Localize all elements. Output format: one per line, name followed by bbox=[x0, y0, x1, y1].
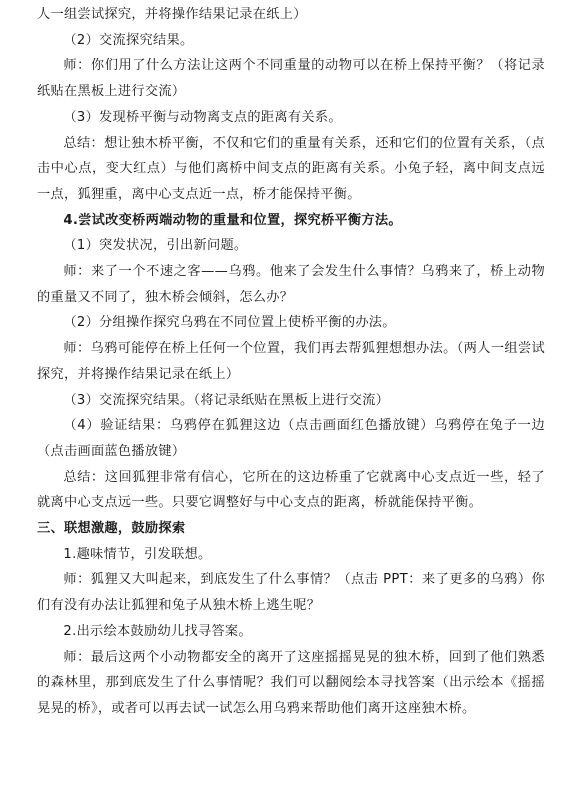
paragraph: （4）验证结果：乌鸦停在狐狸这边（点击画面红色播放键）乌鸦停在兔子一边（点击画面蓝色播放键） bbox=[37, 418, 545, 459]
paragraph: 师：狐狸又大叫起来，到底发生了什么事情？（点击 PPT：来了更多的乌鸦）你们有没有办法让狐狸和兔子从独木桥上逃生呢？ bbox=[37, 572, 545, 614]
paragraph: 人一组尝试探究，并将操作结果记录在纸上） bbox=[37, 7, 307, 22]
paragraph: （3）发现桥平衡与动物离支点的距离有关系。 bbox=[63, 109, 342, 125]
paragraph: 总结：这回狐狸非常有信心，它所在的这边桥重了它就离中心支点近一些，轻了就离中心支点远一些。只要它调整好与中心支点的距离，桥就能保持平衡。 bbox=[37, 469, 545, 511]
section-heading: 三、联想激趣，鼓励探索 bbox=[37, 521, 186, 537]
paragraph: 师：乌鸦可能停在桥上任何一个位置，我们再去帮狐狸想想办法。（两人一组尝试探究，并将操作结果记录在纸上） bbox=[37, 341, 545, 382]
paragraph: 师：最后这两个小动物都安全的离开了这座摇摇晃晃的独木桥，回到了他们熟悉的森林里，那到底发生了什么事情呢？我们可以翻阅绘本寻找答案（出示绘本《摇摇晃晃的桥》，或者可以再去试一试怎么用乌鸦来帮助他们离开这座独木桥。 bbox=[37, 649, 545, 716]
paragraph: 总结：想让独木桥平衡，不仅和它们的重量有关系，还和它们的位置有关系，（点击中心点，变大红点）与他们离桥中间支点的距离有关系。小兔子轻，离中间支点远一点，狐狸重，离中心支点近一点，桥才能保持平衡。 bbox=[37, 135, 545, 202]
paragraph: 师：你们用了什么方法让这两个不同重量的动物可以在桥上保持平衡？（将记录纸贴在黑板上进行交流） bbox=[37, 58, 545, 100]
paragraph: （2）分组操作探究乌鸦在不同位置上使桥平衡的办法。 bbox=[63, 315, 396, 331]
paragraph: （3）交流探究结果。（将记录纸贴在黑板上进行交流） bbox=[63, 392, 390, 408]
paragraph: （2）交流探究结果。 bbox=[63, 32, 194, 48]
document-body bbox=[37, 2, 545, 722]
paragraph: 2.出示绘本鼓励幼儿找寻答案。 bbox=[63, 623, 252, 639]
paragraph: 1.趣味情节，引发联想。 bbox=[63, 546, 212, 562]
paragraph: （1）突发状况，引出新问题。 bbox=[63, 238, 248, 254]
paragraph: 师：来了一个不速之客——乌鸦。他来了会发生什么事情？乌鸦来了，桥上动物的重量又不同了，独木桥会倾斜，怎么办？ bbox=[37, 264, 545, 305]
subsection-heading: 4.尝试改变桥两端动物的重量和位置，探究桥平衡方法。 bbox=[63, 212, 402, 228]
